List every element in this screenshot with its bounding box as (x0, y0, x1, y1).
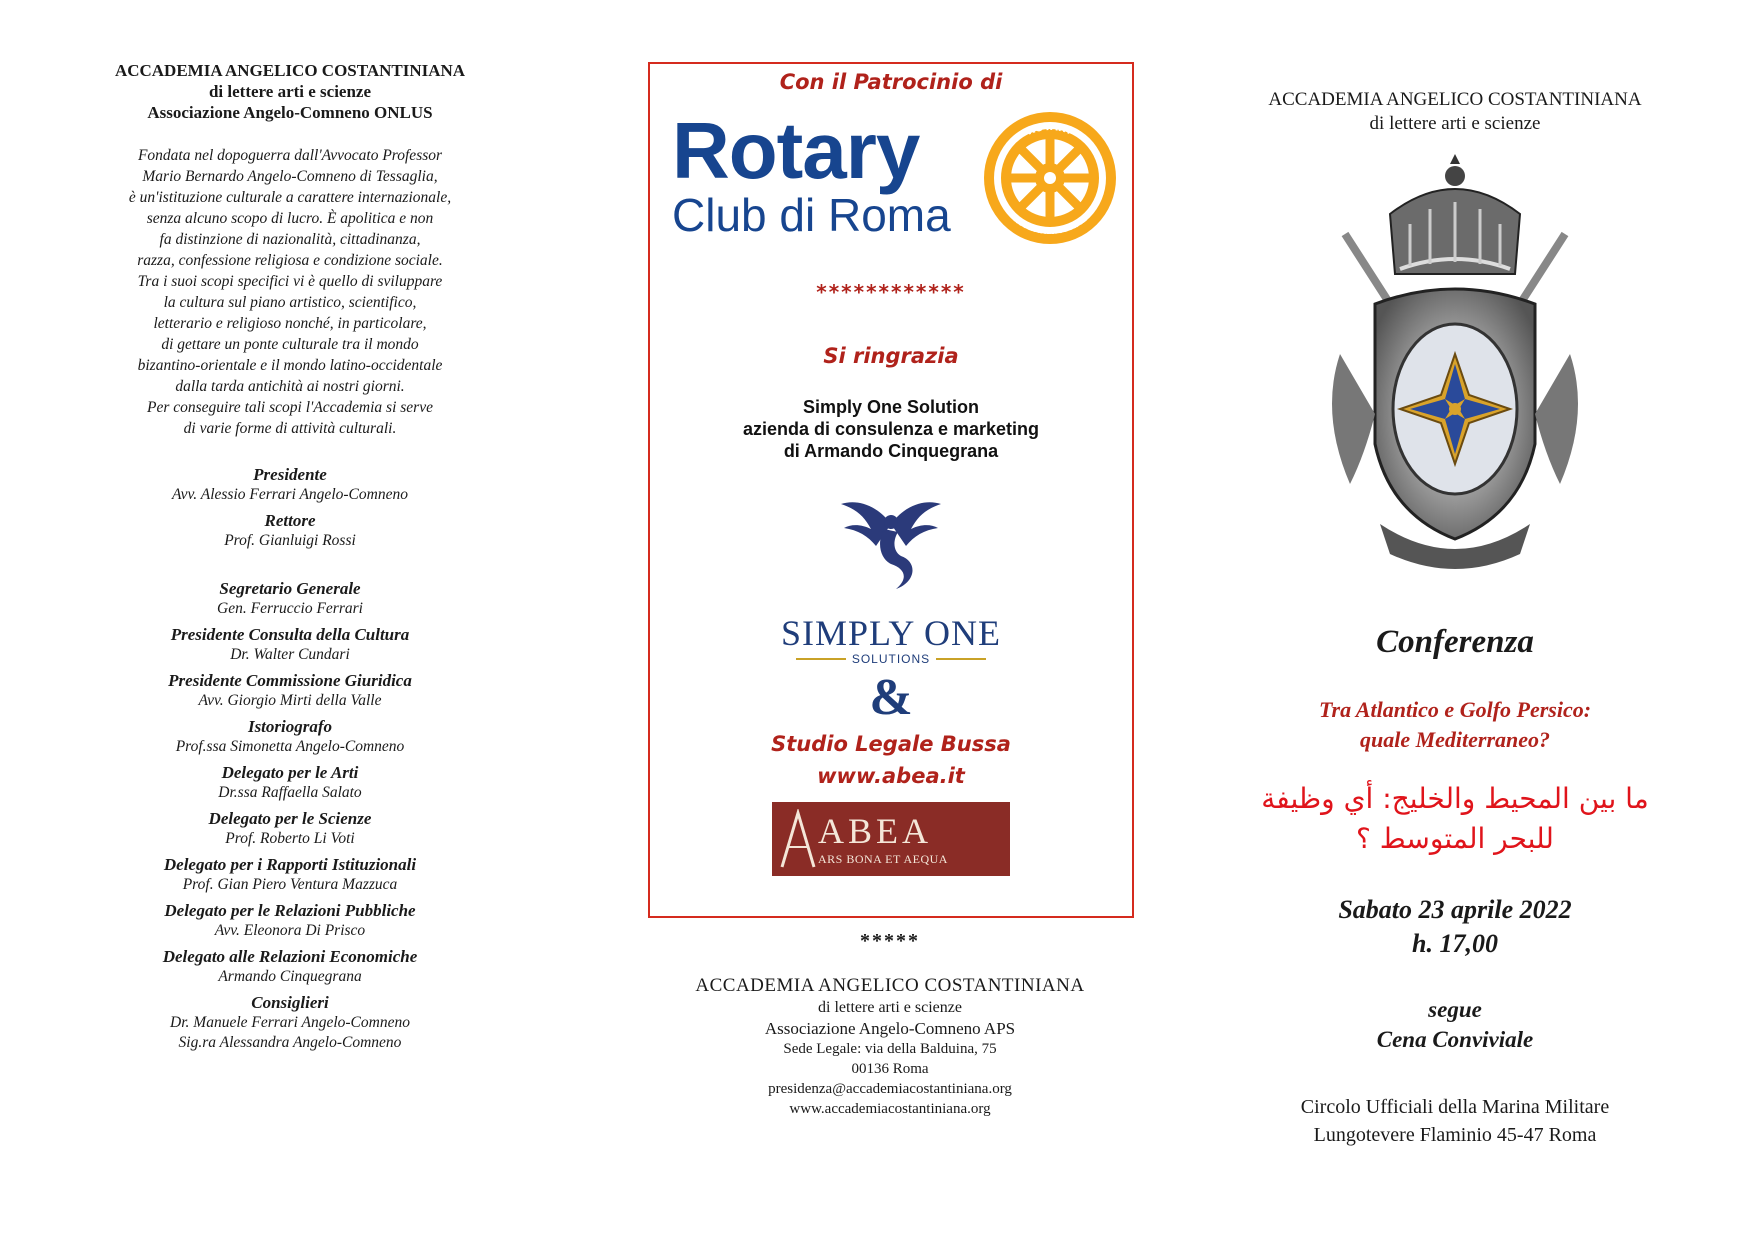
officer-role: Presidente Commissione Giuridica (168, 671, 412, 690)
description-line: la cultura sul piano artistico, scientifico, (163, 294, 417, 311)
officer-role: Delegato alle Relazioni Economiche (162, 947, 418, 966)
column-icon (778, 809, 818, 869)
simply-logo-subtext: SOLUTIONS (851, 652, 931, 666)
officer-role: Delegato per i Rapporti Istituzionali (163, 855, 417, 874)
description-line: fa distinzione di nazionalità, cittadinanza, (159, 231, 421, 248)
officer-name: Dr.ssa Raffaella Salato (218, 784, 362, 801)
description-line: razza, confessione religiosa e condizione sociale. (137, 252, 443, 269)
officer-name: Avv. Giorgio Mirti della Valle (198, 692, 382, 709)
officer-role: Delegato per le Arti (221, 763, 359, 782)
academy-header (55, 60, 525, 123)
description-line: Fondata nel dopoguerra dall'Avvocato Professor (137, 147, 443, 164)
description-line: dalla tarda antichità ai nostri giorni. (175, 378, 405, 395)
description-line: bizantino-orientale e il mondo latino-occidentale (137, 357, 443, 374)
description-line: Per conseguire tali scopi l'Accademia si serve (147, 399, 433, 416)
event-topic (1205, 695, 1705, 755)
academy-subtitle: di lettere arti e scienze (208, 82, 372, 101)
sponsor-description: azienda di consulenza e marketing (742, 419, 1040, 439)
officer-role: Presidente (253, 465, 327, 484)
website-link[interactable]: www.abea.it (817, 764, 965, 788)
academy-name: ACCADEMIA ANGELICO COSTANTINIANA (114, 61, 466, 80)
officer-name: Dr. Walter Cundari (230, 646, 350, 663)
description-line: di gettare un ponte culturale tra il mondo (161, 336, 419, 353)
officer-role: Segretario Generale (219, 579, 361, 598)
description-line: di varie forme di attività culturali. (183, 420, 397, 437)
ampersand: & (869, 669, 913, 726)
cover-academy-name: ACCADEMIA ANGELICO COSTANTINIANA (1268, 89, 1642, 110)
association-name: Associazione Angelo-Comneno ONLUS (147, 103, 433, 122)
rotary-word: Rotary (672, 106, 920, 195)
officer-role: Presidente Consulta della Cultura (170, 625, 410, 644)
event-time: h. 17,00 (1412, 929, 1498, 958)
footer-email[interactable]: presidenza@accademiacostantiniana.org (768, 1081, 1012, 1097)
coat-of-arms-icon (1320, 154, 1590, 579)
stars-bottom: ***** (860, 930, 920, 952)
description-line: Mario Bernardo Angelo-Comneno di Tessaglia, (142, 168, 438, 185)
description-line: Tra i suoi scopi specifici vi è quello di sviluppare (137, 273, 443, 290)
dinner-info (1205, 995, 1705, 1055)
patronage-label: Con il Patrocinio di (779, 70, 1003, 94)
rotary-wheel-top-text: ROTARY (1025, 121, 1075, 138)
footer-academy-name: ACCADEMIA ANGELICO COSTANTINIANA (695, 975, 1085, 996)
sponsor-box (648, 62, 1134, 918)
sponsor-name: Simply One Solution (802, 397, 979, 417)
officer-role: Istoriografo (247, 717, 333, 736)
topic-line-1: Tra Atlantico e Golfo Persico: (1318, 697, 1592, 722)
officer-name: Prof. Roberto Li Voti (225, 830, 355, 847)
rotary-club-name: Club di Roma (672, 189, 951, 241)
officer-role: Delegato per le Relazioni Pubbliche (164, 901, 416, 920)
venue-name: Circolo Ufficiali della Marina Militare (1300, 1096, 1610, 1118)
segue-label: segue (1428, 997, 1482, 1022)
abea-subtitle: ARS BONA ET AEQUA (818, 852, 948, 866)
thanks-label: Si ringrazia (823, 344, 959, 368)
officer-name: Avv. Alessio Ferrari Angelo-Comneno (172, 486, 408, 503)
description-line: senza alcuno scopo di lucro. È apolitica e non (146, 210, 434, 227)
abea-title: ABEA (818, 811, 932, 851)
arabic-line-1: ما بين المحيط والخليج: أي وظيفة (1261, 782, 1649, 815)
officer-name: Gen. Ferruccio Ferrari (217, 600, 363, 617)
academy-description (55, 145, 525, 439)
cover-header (1205, 88, 1705, 136)
venue-info (1205, 1093, 1705, 1149)
officer-name: Prof. Gianluigi Rossi (224, 532, 356, 549)
middle-footer (640, 930, 1140, 1119)
event-title: Conferenza (1376, 624, 1534, 660)
officer-name: Dr. Manuele Ferrari Angelo-Comneno (170, 1014, 410, 1031)
arabic-topic (1205, 779, 1705, 859)
left-panel (55, 0, 525, 1059)
simply-logo-text: SIMPLY ONE (780, 613, 1002, 653)
footer-city: 00136 Roma (851, 1061, 929, 1077)
arabic-line-2: للبحر المتوسط ؟ (1356, 822, 1554, 855)
phoenix-icon (836, 484, 946, 594)
studio-name: Studio Legale Bussa (771, 732, 1011, 756)
footer-subtitle: di lettere arti e scienze (818, 999, 962, 1016)
right-panel (1205, 0, 1705, 1149)
officer-name: Armando Cinquegrana (218, 968, 362, 985)
abea-logo (772, 802, 1010, 876)
simply-one-logo (650, 612, 1132, 666)
venue-address: Lungotevere Flaminio 45-47 Roma (1313, 1124, 1597, 1146)
dinner-label: Cena Conviviale (1376, 1027, 1534, 1052)
topic-line-2: quale Mediterraneo? (1359, 727, 1551, 752)
description-line: è un'istituzione culturale a carattere internazionale, (128, 189, 452, 206)
footer-association: Associazione Angelo-Comneno APS (764, 1019, 1016, 1038)
officers-list (55, 465, 525, 1053)
officer-role: Consiglieri (251, 993, 329, 1012)
description-line: letterario e religioso nonché, in particolare, (153, 315, 427, 332)
sponsor-owner: di Armando Cinquegrana (783, 441, 999, 461)
event-date: Sabato 23 aprile 2022 (1338, 895, 1572, 924)
footer-website[interactable]: www.accademiacostantiniana.org (789, 1101, 991, 1117)
rotary-logo (650, 108, 1132, 258)
cover-academy-subtitle: di lettere arti e scienze (1369, 113, 1541, 134)
rotary-wheel-bottom-text: INTERNATIONAL (1010, 214, 1090, 238)
stars-divider: ************ (816, 280, 966, 304)
footer-address: Sede Legale: via della Balduina, 75 (783, 1041, 997, 1057)
officer-name: Avv. Eleonora Di Prisco (214, 922, 366, 939)
event-datetime (1205, 893, 1705, 961)
officer-name: Prof.ssa Simonetta Angelo-Comneno (175, 738, 405, 755)
officer-name: Sig.ra Alessandra Angelo-Comneno (178, 1034, 402, 1051)
officer-name: Prof. Gian Piero Ventura Mazzuca (182, 876, 398, 893)
officer-role: Delegato per le Scienze (208, 809, 372, 828)
officer-role: Rettore (264, 511, 316, 530)
rotary-wheel-icon (980, 108, 1120, 248)
